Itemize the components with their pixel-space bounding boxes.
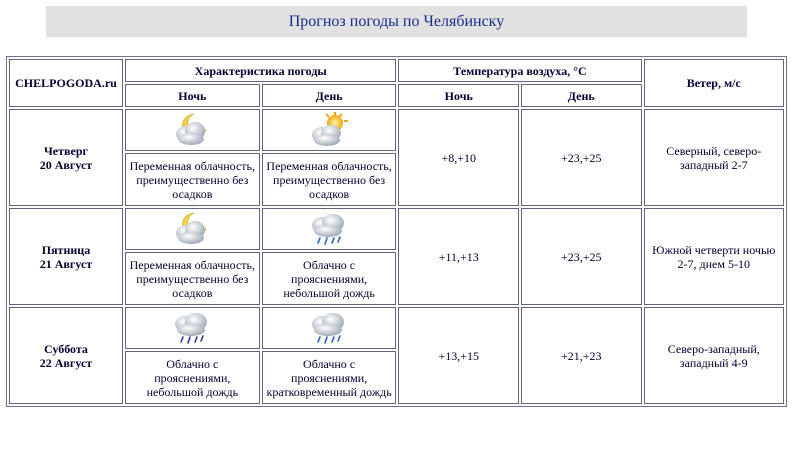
- weekday: Суббота: [44, 341, 88, 356]
- page-title: Прогноз погоды по Челябинску: [46, 6, 747, 37]
- day-icon-cell: [262, 307, 397, 349]
- rain-cloud-icon: [309, 209, 349, 249]
- night-icon-cell: [125, 109, 260, 151]
- temp-day: +23,+25: [521, 208, 642, 305]
- weekday: Четверг: [43, 143, 88, 158]
- wind-header: Ветер, м/с: [644, 59, 784, 107]
- moon-cloud-icon: [172, 110, 212, 150]
- weather-char-header: Характеристика погоды: [125, 59, 397, 82]
- day-icon-cell: [262, 208, 397, 250]
- temperature-header: Температура воздуха, °С: [398, 59, 641, 82]
- night-icon-cell: [125, 307, 260, 349]
- night-icon-cell: [125, 208, 260, 250]
- site-name: CHELPOGODA.ru: [9, 59, 123, 107]
- temp-night: +13,+15: [398, 307, 519, 404]
- wind: Северо-западный, западный 4-9: [644, 307, 784, 404]
- day-label: [9, 208, 123, 305]
- night-desc: Переменная облачность, преимущественно без осадков: [125, 153, 260, 206]
- day-label: [9, 109, 123, 206]
- sun-cloud-icon: [309, 110, 349, 150]
- date: 22 Август: [39, 355, 93, 370]
- night-rain-cloud-icon: [172, 308, 212, 348]
- date: 20 Август: [39, 157, 93, 172]
- temp-day: +21,+23: [521, 307, 642, 404]
- wind: Южной четверти ночью 2-7, днем 5-10: [644, 208, 784, 305]
- temp-night: +8,+10: [398, 109, 519, 206]
- date: 21 Август: [39, 256, 93, 271]
- temp-night: +11,+13: [398, 208, 519, 305]
- temp-day-header: День: [521, 84, 642, 107]
- moon-cloud-icon: [172, 209, 212, 249]
- wind: Северный, северо-западный 2-7: [644, 109, 784, 206]
- night-desc: Облачно с прояснениями, небольшой дождь: [125, 351, 260, 404]
- rain-cloud-icon: [309, 308, 349, 348]
- day-desc: Облачно с прояснениями, небольшой дождь: [262, 252, 397, 305]
- forecast-table: [6, 56, 787, 407]
- weekday: Пятница: [41, 242, 91, 257]
- temp-day: +23,+25: [521, 109, 642, 206]
- day-desc: Облачно с прояснениями, кратковременный дождь: [262, 351, 397, 404]
- day-icon-cell: [262, 109, 397, 151]
- temp-night-header: Ночь: [398, 84, 519, 107]
- day-label: [9, 307, 123, 404]
- day-header: День: [262, 84, 397, 107]
- night-header: Ночь: [125, 84, 260, 107]
- night-desc: Переменная облачность, преимущественно без осадков: [125, 252, 260, 305]
- day-desc: Переменная облачность, преимущественно без осадков: [262, 153, 397, 206]
